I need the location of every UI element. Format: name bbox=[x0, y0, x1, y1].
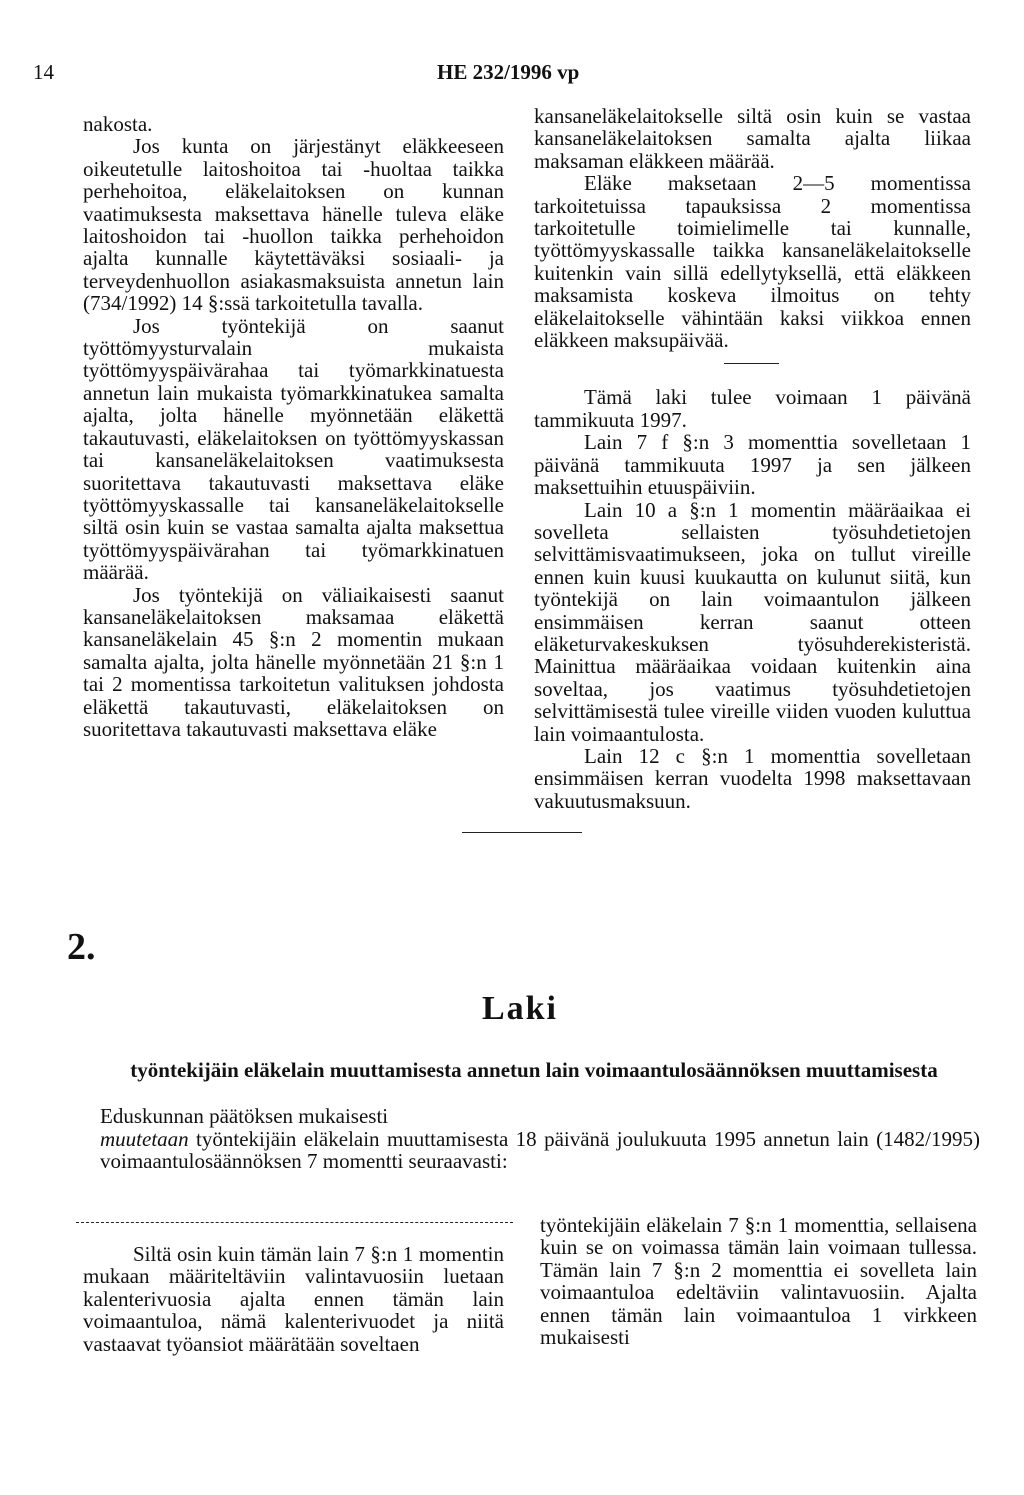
left-column bbox=[83, 113, 504, 740]
lower-left-column bbox=[83, 1243, 504, 1355]
paragraph: Lain 7 f §:n 3 momenttia sovelletaan 1 päivänä tammikuuta 1997 ja sen jälkeen maksettuihin etuuspäiviin. bbox=[534, 430, 971, 500]
law-subtitle: työntekijäin eläkelain muuttamisesta annetun lain voimaantulosäännöksen muuttamisesta bbox=[130, 1058, 938, 1082]
paragraph: työntekijäin eläkelain 7 §:n 1 momenttia, sellaisena kuin se on voimassa tämän lain voimaan tullessa. Tämän lain 7 §:n 2 momenttia ei sovelleta lain voimaantuloa edeltäviin valintavuosiin. Ajalta ennen tämän lain voimaantuloa 1 virkkeen mukaisesti bbox=[540, 1213, 977, 1350]
document-id: HE 232/1996 vp bbox=[437, 60, 580, 84]
center-divider bbox=[462, 832, 582, 833]
intro-line: Eduskunnan päätöksen mukaisesti bbox=[100, 1104, 389, 1128]
paragraph: kansaneläkelaitokselle siltä osin kuin se vastaa kansaneläkelaitoksen samalta ajalta liikaa maksaman eläkkeen määrää. bbox=[534, 104, 971, 173]
section-number: 2. bbox=[67, 926, 96, 968]
law-intro bbox=[100, 1105, 980, 1173]
paragraph: Eläke maksetaan 2—5 momentissa tarkoitetuissa tapauksissa 2 momentissa tarkoitetulle toimielimelle tai kunnalle, työttömyyskassalle taikka kansaneläkelaitokselle kuitenkin vain sillä edellytyksellä, että eläkkeen maksamista koskeva ilmoitus on tehty eläkelaitokselle vähintään kaksi viikkoa ennen eläkkeen maksupäivää. bbox=[534, 171, 971, 353]
lower-right-column bbox=[540, 1214, 977, 1348]
paragraph: Tämä laki tulee voimaan 1 päivänä tammikuuta 1997. bbox=[534, 385, 971, 432]
omission-dash-line bbox=[76, 1222, 513, 1223]
intro-body bbox=[100, 1128, 980, 1173]
paragraph: Siltä osin kuin tämän lain 7 §:n 1 momentin mukaan määriteltäviin valintavuosiin luetaan kalenterivuosia ajalta ennen tämän lain voimaantuloa, nämä kalenterivuodet ja niitä vastaavat työansiot määrätään soveltaen bbox=[83, 1242, 504, 1356]
paragraph: Jos työntekijä on saanut työttömyysturvalain mukaista työttömyyspäivärahaa tai työmarkkinatuesta annetun lain mukaista työmarkkinatukea samalta ajalta, jolta hänelle myönnetään eläkettä takautuvasti, eläkelaitoksen on työttömyyskassan tai kansaneläkelaitoksen vaatimuksesta suoritettava takautuvasti maksettava eläke työttömyyskassalle tai kansaneläkelaitokselle siltä osin kuin se vastaa samalta ajalta maksettua työttömyyspäivärahan tai työmarkkinatuen määrää. bbox=[83, 313, 504, 585]
paragraph: Jos kunta on järjestänyt eläkkeeseen oikeutetulle laitoshoitoa tai -huoltaa taikka perhehoitoa, eläkelaitoksen on kunnan vaatimuksesta maksettava hänelle tuleva eläke laitoshoidon tai -huollon taikka perhehoidon ajalta kunnalle käytettäväksi sosiaali- ja terveydenhuollon asiakasmaksuista annetun lain (734/1992) 14 §:ssä tarkoitetulla tavalla. bbox=[83, 134, 504, 316]
paragraph: Lain 12 c §:n 1 momenttia sovelletaan ensimmäisen kerran vuodelta 1998 maksettavaan vakuutusmaksuun. bbox=[534, 743, 971, 813]
right-column bbox=[534, 105, 971, 812]
paragraph: Lain 10 a §:n 1 momentin määräaikaa ei sovelleta sellaisten työsuhdetietojen selvittämisvaatimukseen, joka on tullut vireille ennen kuin kuusi kuukautta on kulunut siitä, kun työntekijä on lain voimaantulon jälkeen ensimmäisen kerran saanut otteen eläketurvakeskuksen työsuhderekisteristä. Mainittua määräaikaa voidaan kuitenkin aina soveltaa, jos vaatimus työsuhdetietojen selvittämisestä tulee vireille viiden vuoden kuluttua lain voimaantulosta. bbox=[534, 497, 971, 746]
law-title: Laki bbox=[481, 990, 559, 1027]
section-divider bbox=[724, 363, 779, 364]
paragraph: Jos työntekijä on väliaikaisesti saanut kansaneläkelaitoksen maksamaa eläkettä kansaneläkelain 45 §:n 2 momentin mukaan samalta ajalta, jolta hänelle myönnetään 21 §:n 1 tai 2 momentissa tarkoitetun valituksen johdosta eläkettä takautuvasti, eläkelaitoksen on suoritettava takautuvasti maksettava eläke bbox=[83, 582, 504, 741]
intro-italic: muutetaan bbox=[100, 1126, 189, 1151]
intro-rest: työntekijäin eläkelain muuttamisesta 18 päivänä joulukuuta 1995 annetun lain (1482/1995) voimaantulosäännöksen 7 momentti seuraavasti: bbox=[100, 1126, 980, 1173]
paragraph: nakosta. bbox=[83, 112, 153, 136]
page-number: 14 bbox=[33, 60, 54, 84]
